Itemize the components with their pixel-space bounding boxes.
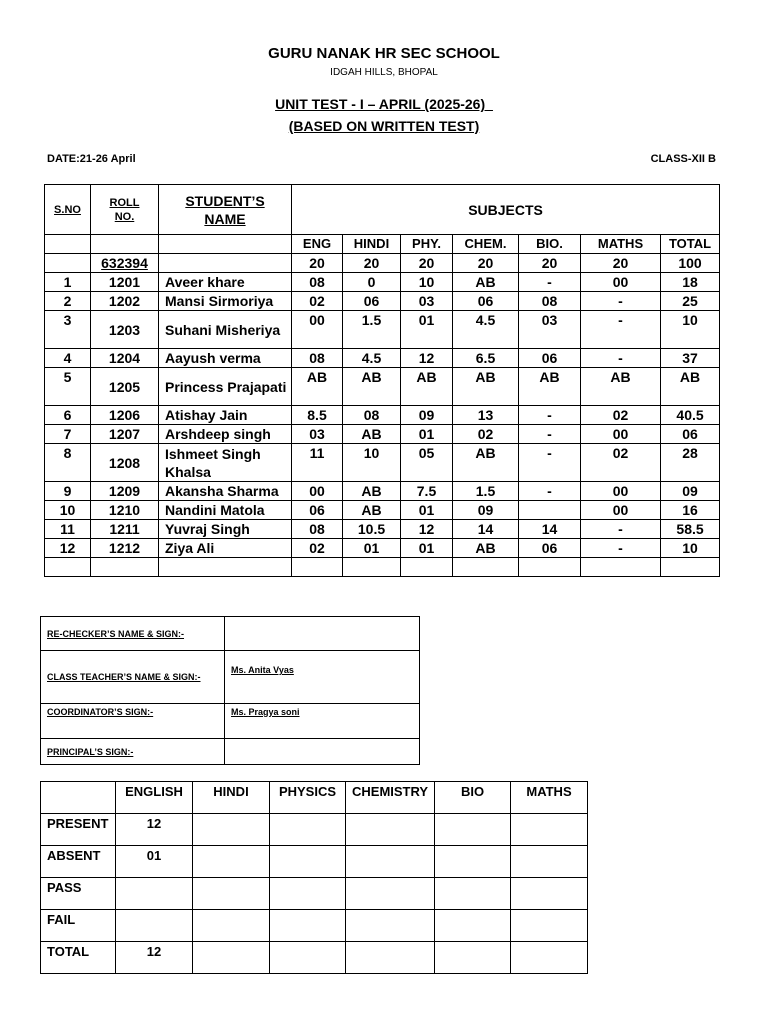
mark-cell: 06 xyxy=(292,501,343,520)
empty-cell xyxy=(45,558,91,577)
summary-value-cell xyxy=(193,878,270,910)
mark-cell: 06 xyxy=(343,292,401,311)
coordinator-label: COORDINATOR’S SIGN:- xyxy=(41,704,225,739)
student-name-cell: Suhani Misheriya xyxy=(159,311,292,349)
empty-cell xyxy=(159,558,292,577)
summary-value-cell xyxy=(346,878,435,910)
mark-cell: 09 xyxy=(453,501,519,520)
student-name-cell: Princess Prajapati xyxy=(159,368,292,406)
summary-value-cell: 12 xyxy=(116,942,193,974)
signature-table xyxy=(40,616,420,765)
summary-value-cell xyxy=(270,814,346,846)
student-row xyxy=(45,482,720,501)
summary-value-cell xyxy=(193,814,270,846)
summary-table xyxy=(40,781,588,974)
sno-cell: 5 xyxy=(45,368,91,406)
summary-value-cell xyxy=(270,846,346,878)
subject-header-bio: BIO. xyxy=(519,235,581,254)
summary-value-cell xyxy=(435,942,511,974)
summary-value-cell xyxy=(270,942,346,974)
mark-cell: 09 xyxy=(661,482,720,501)
student-row xyxy=(45,311,720,349)
student-name-cell: Aveer khare xyxy=(159,273,292,292)
mark-cell: 6.5 xyxy=(453,349,519,368)
subject-header-maths: MATHS xyxy=(581,235,661,254)
mark-cell: - xyxy=(519,482,581,501)
summary-col-chemistry: CHEMISTRY xyxy=(346,782,435,814)
mark-cell: 10 xyxy=(661,539,720,558)
mark-cell: 13 xyxy=(453,406,519,425)
class-label: CLASS-XII B xyxy=(650,153,716,165)
empty-row xyxy=(45,558,720,577)
class-teacher-row xyxy=(41,651,420,704)
summary-value-cell xyxy=(193,910,270,942)
summary-value-cell xyxy=(435,846,511,878)
mark-cell: 14 xyxy=(453,520,519,539)
mark-cell: 01 xyxy=(401,425,453,444)
sno-cell: 9 xyxy=(45,482,91,501)
roll-cell: 1201 xyxy=(91,273,159,292)
mark-cell: 08 xyxy=(292,349,343,368)
student-name-cell: Akansha Sharma xyxy=(159,482,292,501)
summary-value-cell xyxy=(193,942,270,974)
student-row xyxy=(45,368,720,406)
school-name: GURU NANAK HR SEC SCHOOL xyxy=(268,45,500,62)
mark-cell xyxy=(519,501,581,520)
mark-cell: 8.5 xyxy=(292,406,343,425)
mark-cell: AB xyxy=(581,368,661,406)
mark-cell: 00 xyxy=(581,501,661,520)
mark-cell: 10.5 xyxy=(343,520,401,539)
mark-cell: 1.5 xyxy=(343,311,401,349)
mark-cell: AB xyxy=(343,368,401,406)
empty-cell xyxy=(41,782,116,814)
mark-cell: 06 xyxy=(519,349,581,368)
summary-col-english: ENGLISH xyxy=(116,782,193,814)
student-row xyxy=(45,425,720,444)
mark-cell: 00 xyxy=(581,425,661,444)
roll-header-line1: ROLL xyxy=(109,196,140,209)
mark-cell: 09 xyxy=(401,406,453,425)
roll-header xyxy=(91,185,159,235)
mark-cell: 10 xyxy=(401,273,453,292)
mark-cell: 05 xyxy=(401,444,453,482)
student-row xyxy=(45,292,720,311)
mark-cell: 06 xyxy=(453,292,519,311)
student-row xyxy=(45,444,720,482)
summary-value-cell xyxy=(116,878,193,910)
summary-value-cell xyxy=(116,910,193,942)
marks-header-row xyxy=(45,185,720,235)
mark-cell: - xyxy=(581,349,661,368)
summary-row-present xyxy=(41,814,588,846)
roll-cell: 1206 xyxy=(91,406,159,425)
subject-header-chem: CHEM. xyxy=(453,235,519,254)
max-marks-cell: 100 xyxy=(661,254,720,273)
mark-cell: AB xyxy=(343,501,401,520)
mark-cell: - xyxy=(581,311,661,349)
mark-cell: 10 xyxy=(343,444,401,482)
mark-cell: 0 xyxy=(343,273,401,292)
empty-cell xyxy=(661,558,720,577)
summary-row-label: FAIL xyxy=(41,910,116,942)
max-marks-cell: 20 xyxy=(343,254,401,273)
mark-cell: 18 xyxy=(661,273,720,292)
summary-row-fail xyxy=(41,910,588,942)
subject-header-phy: PHY. xyxy=(401,235,453,254)
summary-value-cell: 01 xyxy=(116,846,193,878)
summary-col-hindi: HINDI xyxy=(193,782,270,814)
roll-cell: 1210 xyxy=(91,501,159,520)
rechecker-label: RE-CHECKER’S NAME & SIGN:- xyxy=(41,617,225,651)
summary-value-cell xyxy=(270,910,346,942)
student-row xyxy=(45,501,720,520)
principal-row xyxy=(41,739,420,765)
mark-cell: 11 xyxy=(292,444,343,482)
marks-table xyxy=(44,184,720,577)
mark-cell: - xyxy=(581,539,661,558)
empty-cell xyxy=(91,235,159,254)
max-marks-cell: 20 xyxy=(581,254,661,273)
roll-cell: 1208 xyxy=(91,444,159,482)
mark-cell: - xyxy=(519,425,581,444)
summary-header-row xyxy=(41,782,588,814)
date-label: DATE:21-26 April xyxy=(47,153,136,165)
mark-cell: 28 xyxy=(661,444,720,482)
summary-value-cell xyxy=(511,942,588,974)
student-name-cell: Yuvraj Singh xyxy=(159,520,292,539)
empty-cell xyxy=(292,558,343,577)
summary-col-maths: MATHS xyxy=(511,782,588,814)
mark-cell: AB xyxy=(453,368,519,406)
sno-cell: 1 xyxy=(45,273,91,292)
subject-header-eng: ENG xyxy=(292,235,343,254)
mark-cell: 7.5 xyxy=(401,482,453,501)
mark-cell: 58.5 xyxy=(661,520,720,539)
summary-value-cell xyxy=(511,814,588,846)
student-name-cell: Atishay Jain xyxy=(159,406,292,425)
mark-cell: 25 xyxy=(661,292,720,311)
mark-cell: 03 xyxy=(519,311,581,349)
class-teacher-value: Ms. Anita Vyas xyxy=(225,651,420,704)
mark-cell: 01 xyxy=(401,539,453,558)
max-marks-cell: 20 xyxy=(401,254,453,273)
roll-cell: 1209 xyxy=(91,482,159,501)
test-title: UNIT TEST - I – APRIL (2025-26)_ xyxy=(275,96,493,112)
summary-col-physics: PHYSICS xyxy=(270,782,346,814)
sno-cell: 8 xyxy=(45,444,91,482)
mark-cell: 08 xyxy=(343,406,401,425)
mark-cell: 02 xyxy=(292,539,343,558)
summary-value-cell xyxy=(435,814,511,846)
empty-cell xyxy=(519,558,581,577)
summary-row-label: PRESENT xyxy=(41,814,116,846)
summary-row-absent xyxy=(41,846,588,878)
roll-header-line2: NO. xyxy=(114,210,135,223)
mark-cell: - xyxy=(519,406,581,425)
mark-cell: 00 xyxy=(292,311,343,349)
student-name-cell: Aayush verma xyxy=(159,349,292,368)
mark-cell: 06 xyxy=(661,425,720,444)
school-address: IDGAH HILLS, BHOPAL xyxy=(330,67,438,78)
subject-header-total: TOTAL xyxy=(661,235,720,254)
test-subtitle: (BASED ON WRITTEN TEST) xyxy=(288,118,480,134)
sno-cell: 7 xyxy=(45,425,91,444)
mark-cell: 37 xyxy=(661,349,720,368)
principal-value xyxy=(225,739,420,765)
student-row xyxy=(45,349,720,368)
empty-cell xyxy=(401,558,453,577)
summary-value-cell xyxy=(435,910,511,942)
mark-cell: 00 xyxy=(292,482,343,501)
mark-cell: AB xyxy=(343,425,401,444)
summary-value-cell xyxy=(270,878,346,910)
mark-cell: AB xyxy=(519,368,581,406)
empty-cell xyxy=(343,558,401,577)
sno-cell: 11 xyxy=(45,520,91,539)
rechecker-value xyxy=(225,617,420,651)
mark-cell: 1.5 xyxy=(453,482,519,501)
summary-value-cell xyxy=(435,878,511,910)
subject-header-hindi: HINDI xyxy=(343,235,401,254)
summary-row-pass xyxy=(41,878,588,910)
mark-cell: 02 xyxy=(453,425,519,444)
mark-cell: 4.5 xyxy=(453,311,519,349)
summary-row-total xyxy=(41,942,588,974)
sno-cell: 6 xyxy=(45,406,91,425)
mark-cell: AB xyxy=(292,368,343,406)
max-marks-row xyxy=(45,254,720,273)
roll-cell: 1207 xyxy=(91,425,159,444)
class-teacher-label: CLASS TEACHER’S NAME & SIGN:- xyxy=(41,651,225,704)
mark-cell: 06 xyxy=(519,539,581,558)
mark-cell: AB xyxy=(453,273,519,292)
mark-cell: 00 xyxy=(581,273,661,292)
sno-cell: 4 xyxy=(45,349,91,368)
subjects-header: SUBJECTS xyxy=(292,185,720,235)
summary-value-cell xyxy=(346,846,435,878)
student-row xyxy=(45,273,720,292)
summary-row-label: TOTAL xyxy=(41,942,116,974)
mark-cell: - xyxy=(519,444,581,482)
summary-value-cell xyxy=(511,910,588,942)
summary-value-cell xyxy=(346,942,435,974)
summary-value-cell xyxy=(511,846,588,878)
roll-cell: 1212 xyxy=(91,539,159,558)
empty-cell xyxy=(159,254,292,273)
student-name-cell: Mansi Sirmoriya xyxy=(159,292,292,311)
sno-cell: 3 xyxy=(45,311,91,349)
roll-cell: 1204 xyxy=(91,349,159,368)
summary-row-label: PASS xyxy=(41,878,116,910)
summary-value-cell: 12 xyxy=(116,814,193,846)
max-marks-cell: 20 xyxy=(519,254,581,273)
sno-cell: 10 xyxy=(45,501,91,520)
class-code: 632394 xyxy=(91,254,159,273)
mark-cell: 00 xyxy=(581,482,661,501)
empty-cell xyxy=(159,235,292,254)
empty-cell xyxy=(91,558,159,577)
summary-value-cell xyxy=(346,910,435,942)
rechecker-row xyxy=(41,617,420,651)
summary-row-label: ABSENT xyxy=(41,846,116,878)
mark-cell: - xyxy=(581,292,661,311)
student-header-line2: NAME xyxy=(204,210,246,227)
mark-cell: AB xyxy=(453,539,519,558)
student-name-header xyxy=(159,185,292,235)
student-row xyxy=(45,539,720,558)
mark-cell: 01 xyxy=(343,539,401,558)
mark-cell: 12 xyxy=(401,349,453,368)
max-marks-cell: 20 xyxy=(453,254,519,273)
empty-cell xyxy=(45,235,91,254)
mark-cell: 4.5 xyxy=(343,349,401,368)
mark-cell: AB xyxy=(661,368,720,406)
mark-cell: - xyxy=(581,520,661,539)
mark-cell: - xyxy=(519,273,581,292)
sno-cell: 12 xyxy=(45,539,91,558)
roll-cell: 1211 xyxy=(91,520,159,539)
mark-cell: 03 xyxy=(401,292,453,311)
mark-cell: AB xyxy=(343,482,401,501)
student-name-cell: Ishmeet Singh Khalsa xyxy=(159,444,292,482)
empty-cell xyxy=(581,558,661,577)
student-row xyxy=(45,406,720,425)
coordinator-value: Ms. Pragya soni xyxy=(225,704,420,739)
mark-cell: 08 xyxy=(292,520,343,539)
mark-cell: 10 xyxy=(661,311,720,349)
student-name-cell: Ziya Ali xyxy=(159,539,292,558)
mark-cell: AB xyxy=(401,368,453,406)
roll-cell: 1205 xyxy=(91,368,159,406)
sno-cell: 2 xyxy=(45,292,91,311)
mark-cell: 08 xyxy=(292,273,343,292)
mark-cell: 01 xyxy=(401,501,453,520)
summary-value-cell xyxy=(346,814,435,846)
mark-cell: 08 xyxy=(519,292,581,311)
mark-cell: 02 xyxy=(581,406,661,425)
student-header-line1: STUDENT’S xyxy=(185,192,265,209)
roll-cell: 1202 xyxy=(91,292,159,311)
summary-col-bio: BIO xyxy=(435,782,511,814)
mark-cell: 16 xyxy=(661,501,720,520)
mark-cell: 12 xyxy=(401,520,453,539)
empty-cell xyxy=(45,254,91,273)
coordinator-row xyxy=(41,704,420,739)
summary-value-cell xyxy=(193,846,270,878)
principal-label: PRINCIPAL’S SIGN:- xyxy=(41,739,225,765)
mark-cell: 02 xyxy=(581,444,661,482)
mark-cell: 03 xyxy=(292,425,343,444)
subject-columns-row xyxy=(45,235,720,254)
summary-value-cell xyxy=(511,878,588,910)
max-marks-cell: 20 xyxy=(292,254,343,273)
student-name-cell: Arshdeep singh xyxy=(159,425,292,444)
mark-cell: 01 xyxy=(401,311,453,349)
mark-cell: AB xyxy=(453,444,519,482)
student-row xyxy=(45,520,720,539)
sno-header: S.NO xyxy=(45,185,91,235)
mark-cell: 40.5 xyxy=(661,406,720,425)
mark-cell: 14 xyxy=(519,520,581,539)
mark-cell: 02 xyxy=(292,292,343,311)
student-name-cell: Nandini Matola xyxy=(159,501,292,520)
empty-cell xyxy=(453,558,519,577)
roll-cell: 1203 xyxy=(91,311,159,349)
